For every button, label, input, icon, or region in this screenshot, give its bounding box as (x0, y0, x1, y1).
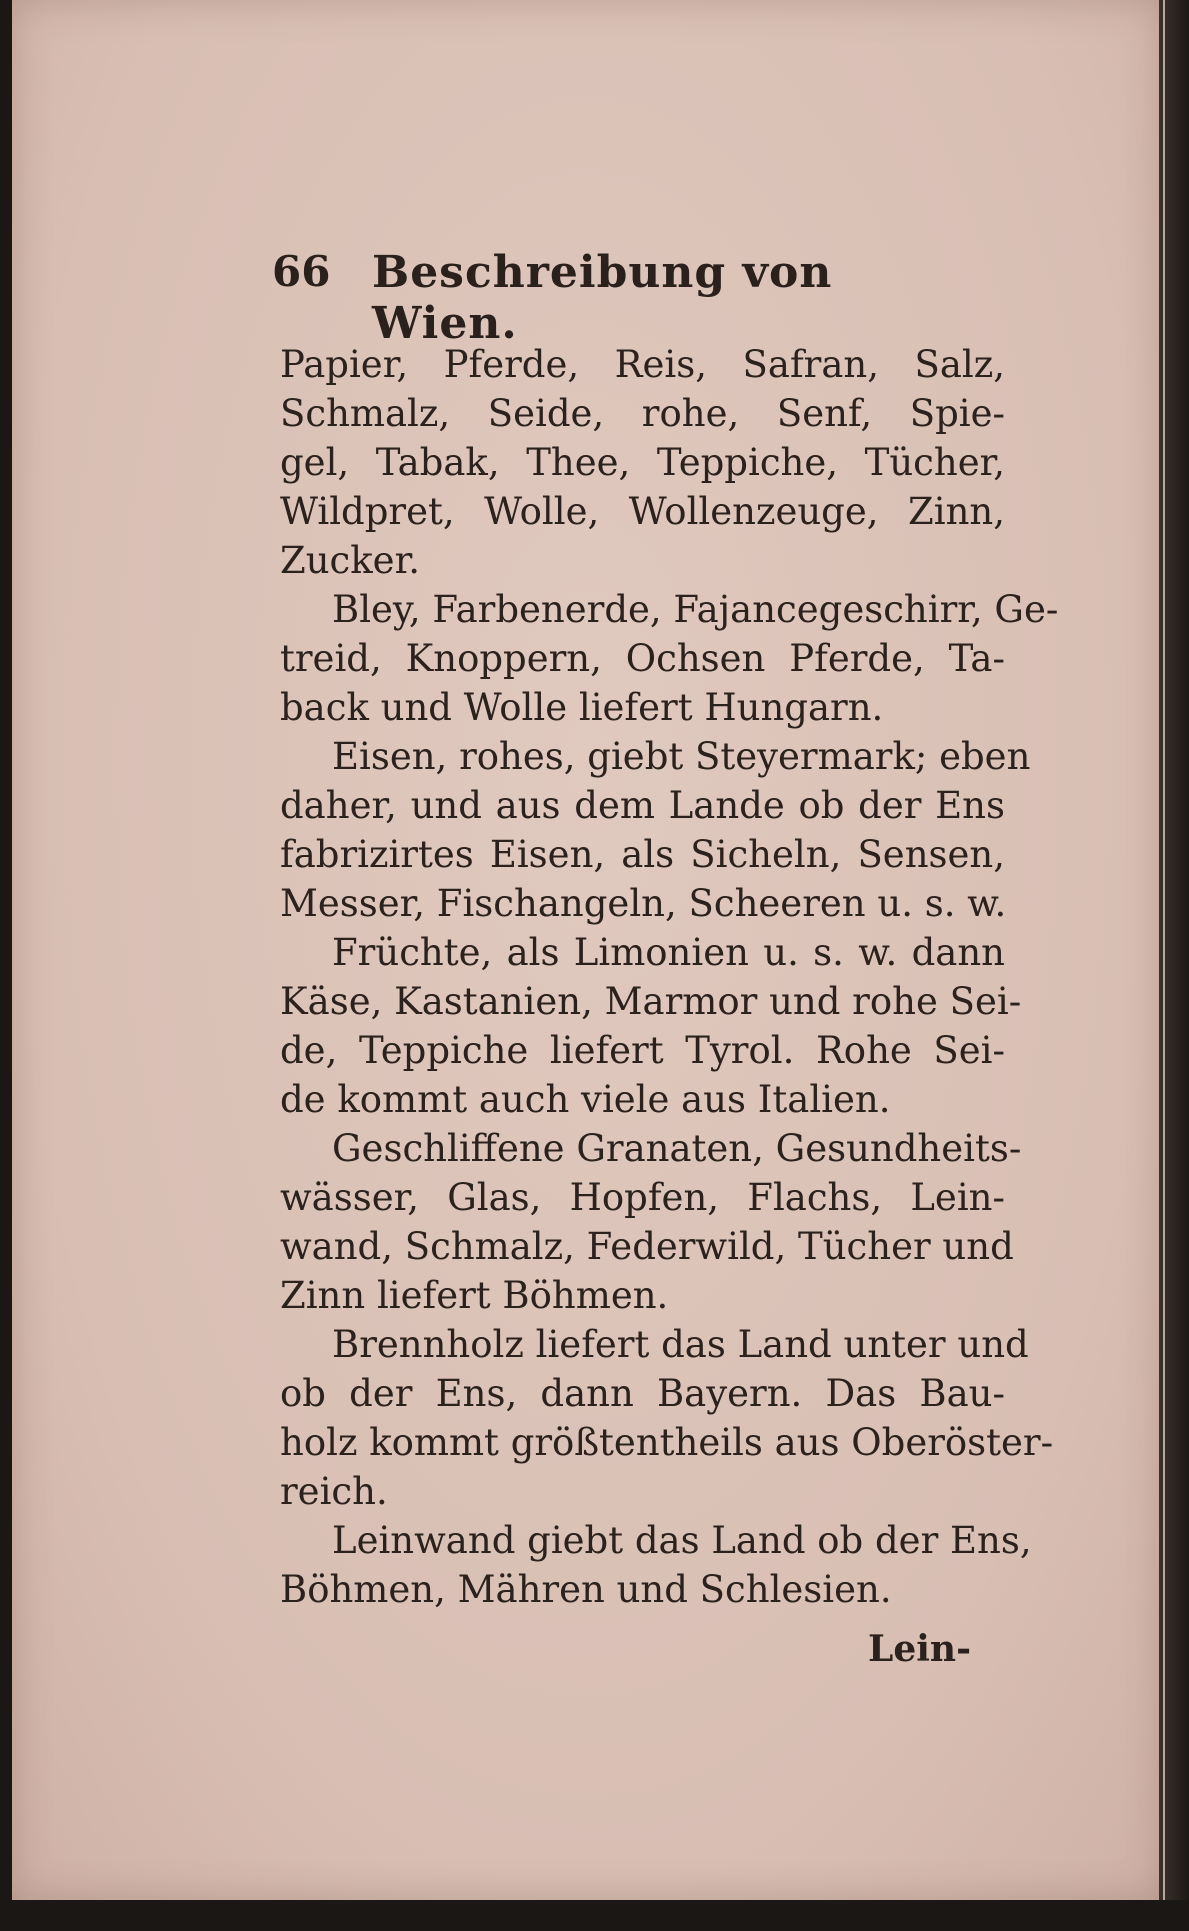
text-line: Wildpret, Wolle, Wollenzeuge, Zinn, (280, 490, 1005, 533)
page-bottom-edge (0, 1900, 1189, 1931)
text-line: Leinwand giebt das Land ob der Ens, (332, 1519, 1032, 1562)
text-line: Brennholz liefert das Land unter und (332, 1323, 1029, 1366)
page-edge (1159, 0, 1189, 1931)
text-line: Früchte, als Limonien u. s. w. dann (332, 931, 1005, 974)
text-line: Käse, Kastanien, Marmor und rohe Sei- (280, 980, 1022, 1023)
page-number: 66 (272, 247, 331, 296)
text-line: Bley, Farbenerde, Fajancegeschirr, Ge- (332, 588, 1059, 631)
text-line: holz kommt größtentheils aus Oberöster- (280, 1421, 1054, 1464)
text-line: daher, und aus dem Lande ob der Ens (280, 784, 1005, 827)
text-line: de kommt auch viele aus Italien. (280, 1078, 891, 1121)
text-line: Zinn liefert Böhmen. (280, 1274, 669, 1317)
text-line: back und Wolle liefert Hungarn. (280, 686, 884, 729)
running-title: Beschreibung von Wien. (372, 247, 833, 349)
text-line: gel, Tabak, Thee, Teppiche, Tücher, (280, 441, 1005, 484)
text-line: de, Teppiche liefert Tyrol. Rohe Sei- (280, 1029, 1005, 1072)
text-line: wand, Schmalz, Federwild, Tücher und (280, 1225, 1014, 1268)
text-line: Zucker. (280, 539, 420, 582)
text-line: Böhmen, Mähren und Schlesien. (280, 1568, 892, 1611)
text-line: Schmalz, Seide, rohe, Senf, Spie- (280, 392, 1005, 435)
text-line: reich. (280, 1470, 388, 1513)
text-line: Geschliffene Granaten, Gesundheits- (332, 1127, 1022, 1170)
text-line: fabrizirtes Eisen, als Sicheln, Sensen, (280, 833, 1005, 876)
page-header (272, 247, 972, 349)
text-line: treid, Knoppern, Ochsen Pferde, Ta- (280, 637, 1005, 680)
text-line: ob der Ens, dann Bayern. Das Bau- (280, 1372, 1005, 1415)
catchword: Lein- (868, 1628, 972, 1670)
text-line: Papier, Pferde, Reis, Safran, Salz, (280, 343, 1005, 386)
body-text (280, 340, 1059, 1614)
text-line: Eisen, rohes, giebt Steyermark; eben (332, 735, 1031, 778)
text-line: wässer, Glas, Hopfen, Flachs, Lein- (280, 1176, 1005, 1219)
text-line: Messer, Fischangeln, Scheeren u. s. w. (280, 882, 1007, 925)
